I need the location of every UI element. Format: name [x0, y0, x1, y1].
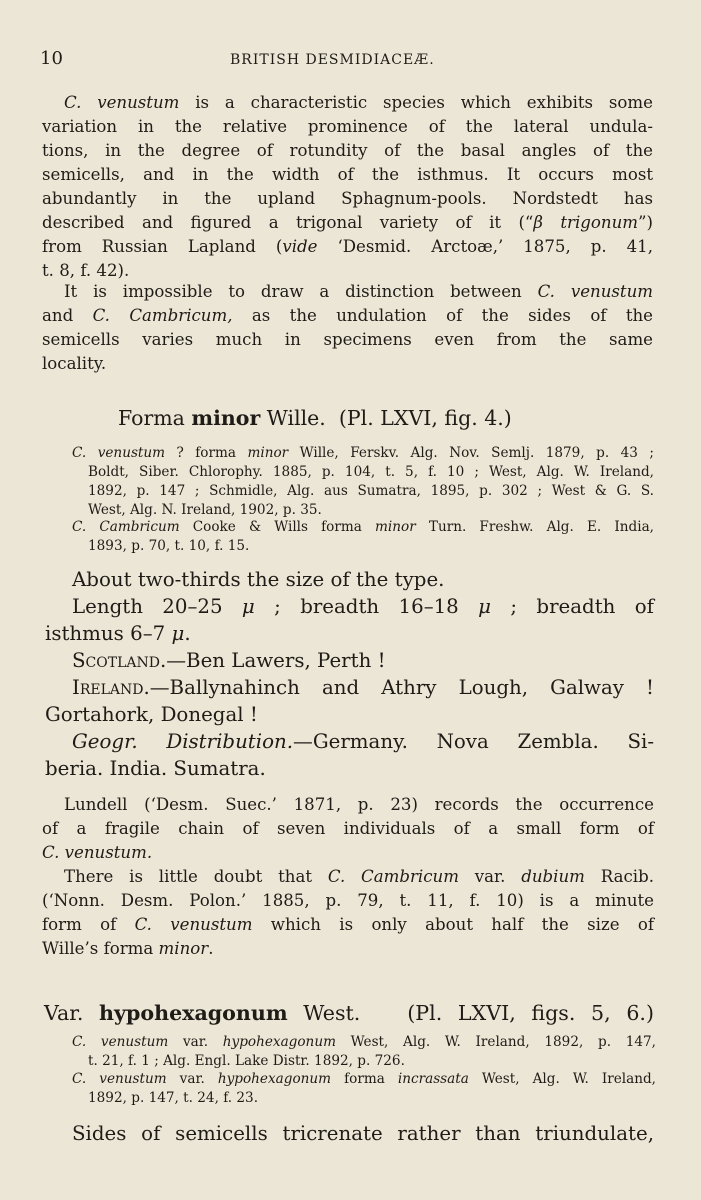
desc2-line-1: Sides of semicells tricrenate rather than triundulate,: [72, 1122, 654, 1145]
running-title: BRITISH DESMIDIACEÆ.: [230, 52, 435, 68]
desc1-line-6: Gortahork, Donegal !: [45, 703, 258, 726]
section-heading-var-hypohexagonum: Var. hypohexagonum West. (Pl. LXVI, figs. 5, 6.): [44, 1001, 654, 1025]
para1-line-4: semicells, and in the width of the isthmus. It occurs most: [42, 165, 653, 184]
syn1-line-3: 1892, p. 147 ; Schmidle, Alg. aus Sumatra, 1895, p. 302 ; West & G. S.: [88, 483, 654, 499]
para2-line-4: locality.: [42, 354, 107, 373]
para1-line-5: abundantly in the upland Sphagnum-pools. Nordstedt has: [42, 189, 653, 208]
para1-line-8: t. 8, f. 42).: [42, 261, 130, 280]
para3-line-6: form of C. venustum which is only about half the size of: [42, 915, 654, 934]
para2-line-1: It is impossible to draw a distinction between C. venustum: [64, 282, 653, 301]
syn1-line-6: 1893, p. 70, t. 10, f. 15.: [88, 538, 250, 554]
para3-line-7: Wille’s forma minor.: [42, 939, 214, 958]
para1-line-1: C. venustum is a characteristic species which exhibits some: [64, 93, 653, 112]
syn1-line-4: West, Alg. N. Ireland, 1902, p. 35.: [88, 502, 322, 518]
syn1-line-1: C. venustum ? forma minor Wille, Ferskv. Alg. Nov. Semlj. 1879, p. 43 ;: [72, 445, 654, 461]
desc1-line-5: Ireland.—Ballynahinch and Athry Lough, Galway !: [72, 676, 654, 699]
section-heading-forma-minor: Forma minor Wille. (Pl. LXVI, fig. 4.): [118, 406, 512, 430]
para1-line-7: from Russian Lapland (vide ‘Desmid. Arctoæ,’ 1875, p. 41,: [42, 237, 653, 256]
syn1-line-5: C. Cambricum Cooke & Wills forma minor Turn. Freshw. Alg. E. India,: [72, 519, 654, 535]
syn2-line-3: C. venustum var. hypohexagonum forma incrassata West, Alg. W. Ireland,: [72, 1071, 656, 1087]
syn2-line-4: 1892, p. 147, t. 24, f. 23.: [88, 1090, 259, 1106]
para3-line-4: There is little doubt that C. Cambricum var. dubium Racib.: [64, 867, 655, 886]
desc1-line-3: isthmus 6–7 μ.: [45, 622, 191, 645]
para1-line-3: tions, in the degree of rotundity of the basal angles of the: [42, 141, 653, 160]
syn1-line-2: Boldt, Siber. Chlorophy. 1885, p. 104, t. 5, f. 10 ; West, Alg. W. Ireland,: [88, 464, 654, 480]
desc1-line-7: Geogr. Distribution.—Germany. Nova Zembla. Si-: [72, 730, 655, 753]
para1-line-2: variation in the relative prominence of the lateral undula-: [42, 117, 653, 136]
para3-line-3: C. venustum.: [42, 843, 153, 862]
para3-line-1: Lundell (‘Desm. Suec.’ 1871, p. 23) records the occurrence: [64, 795, 654, 814]
syn2-line-2: t. 21, f. 1 ; Alg. Engl. Lake Distr. 1892, p. 726.: [88, 1053, 405, 1069]
desc1-line-1: About two-thirds the size of the type.: [72, 568, 445, 591]
desc1-line-2: Length 20–25 μ ; breadth 16–18 μ ; breadth of: [72, 595, 654, 618]
desc1-line-8: beria. India. Sumatra.: [45, 757, 266, 780]
para3-line-5: (‘Nonn. Desm. Polon.’ 1885, p. 79, t. 11, f. 10) is a minute: [42, 891, 654, 910]
para2-line-3: semicells varies much in specimens even from the same: [42, 330, 653, 349]
para2-line-2: and C. Cambricum, as the undulation of the sides of the: [42, 306, 653, 325]
syn2-line-1: C. venustum var. hypohexagonum West, Alg. W. Ireland, 1892, p. 147,: [72, 1034, 656, 1050]
para3-line-2: of a fragile chain of seven individuals of a small form of: [42, 819, 654, 838]
page-number: 10: [40, 48, 63, 69]
desc1-line-4: Scotland.—Ben Lawers, Perth !: [72, 649, 386, 672]
para1-line-6: described and figured a trigonal variety of it (“β trigonum”): [42, 213, 653, 232]
